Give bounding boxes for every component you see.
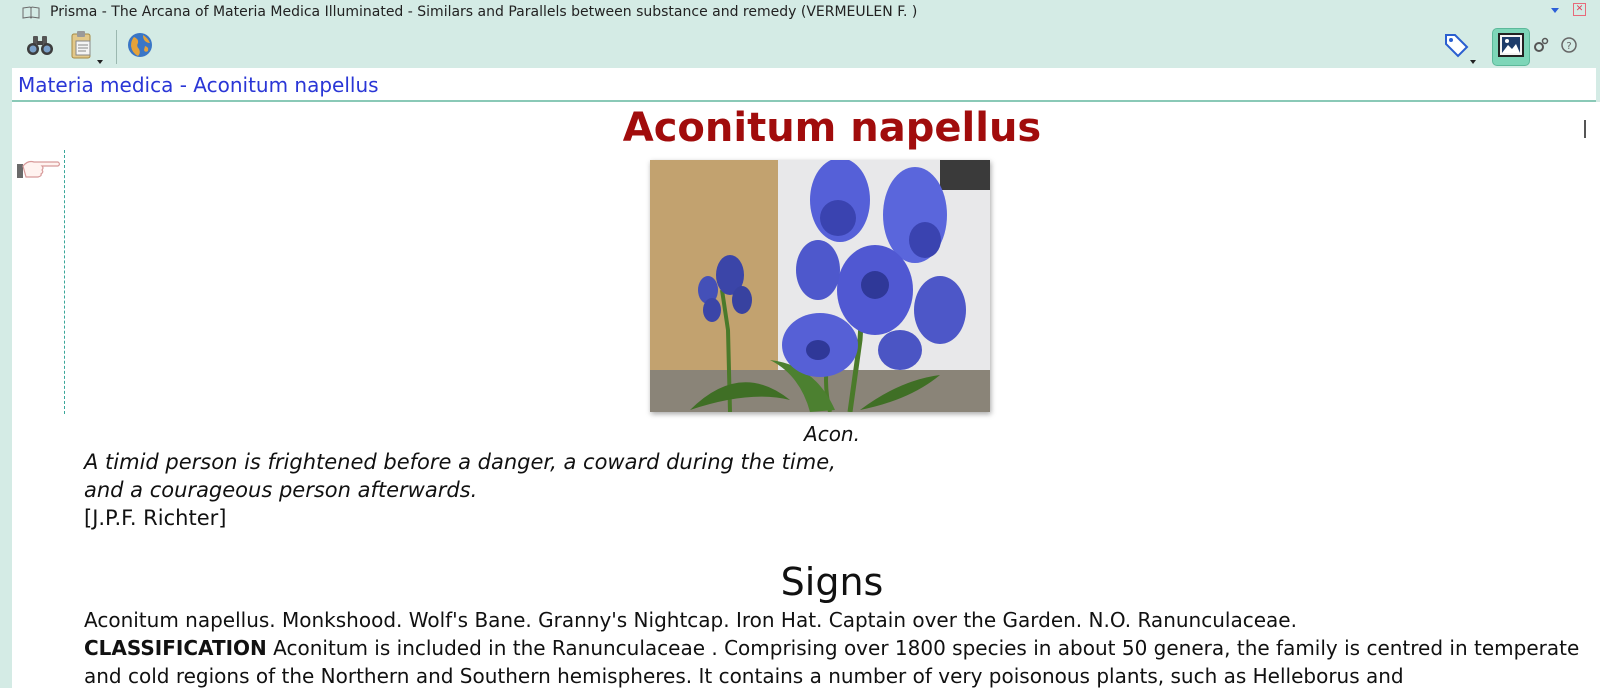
help-icon — [1560, 36, 1578, 58]
image-toggle-icon — [1498, 33, 1524, 61]
pointing-hand-icon[interactable] — [16, 154, 62, 184]
clipboard-dropdown-icon[interactable] — [97, 60, 103, 64]
breadcrumb-bar — [12, 68, 1596, 102]
web-button[interactable] — [122, 29, 158, 65]
settings-button[interactable] — [1528, 29, 1554, 65]
classification-paragraph — [84, 634, 1584, 688]
names-paragraph: Aconitum napellus. Monkshood. Wolf's Bane. Granny's Nightcap. Iron Hat. Captain over the Garden. N.O. Ranunculaceae. — [84, 608, 1297, 632]
epigraph-quote — [84, 448, 836, 532]
clipboard-icon — [69, 30, 95, 64]
help-button[interactable] — [1556, 29, 1582, 65]
scrollbar-thumb[interactable] — [1584, 120, 1586, 138]
vertical-scrollbar[interactable] — [1584, 102, 1600, 688]
tags-dropdown-icon[interactable] — [1470, 60, 1476, 64]
tag-icon — [1442, 31, 1470, 63]
svg-text:?: ? — [1566, 41, 1572, 52]
classification-label: CLASSIFICATION — [84, 636, 267, 660]
classification-text: Aconitum is included in the Ranunculaceae . Comprising over 1800 species in about 50 genera, the family is centred in temperate and cold regions of the Northern and Southern hemispheres. It contains a number of very poisonous plants, such as Helleborus and — [84, 636, 1580, 688]
settings-icon — [1532, 36, 1550, 58]
clipboard-button[interactable] — [64, 29, 100, 65]
page-title: Aconitum napellus — [622, 105, 1042, 151]
show-images-toggle[interactable] — [1492, 28, 1530, 66]
binoculars-icon — [25, 33, 55, 61]
tags-button[interactable] — [1438, 29, 1474, 65]
breadcrumb[interactable]: Materia medica - Aconitum napellus — [18, 73, 379, 97]
quote-line: and a courageous person afterwards. — [84, 478, 478, 502]
title-bar — [0, 0, 1600, 24]
window-title: Prisma - The Arcana of Materia Medica Illuminated - Similars and Parallels between substance and remedy (VERMEULEN F. ) — [50, 4, 918, 20]
margin-marker-line — [64, 150, 65, 414]
close-window-button[interactable]: ✕ — [1573, 3, 1586, 16]
section-heading: Signs — [780, 560, 884, 604]
search-button[interactable] — [22, 29, 58, 65]
quote-author: [J.P.F. Richter] — [84, 506, 227, 530]
window-menu-dropdown-icon[interactable] — [1551, 8, 1559, 13]
globe-icon — [126, 31, 154, 63]
body-text — [84, 606, 1584, 688]
quote-line: A timid person is frightened before a danger, a coward during the time, — [84, 450, 836, 474]
toolbar — [0, 24, 1600, 68]
plant-photo — [650, 160, 990, 412]
image-caption: Acon. — [804, 422, 860, 446]
toolbar-separator — [116, 30, 117, 64]
document-view — [12, 102, 1584, 688]
book-icon — [22, 6, 40, 18]
